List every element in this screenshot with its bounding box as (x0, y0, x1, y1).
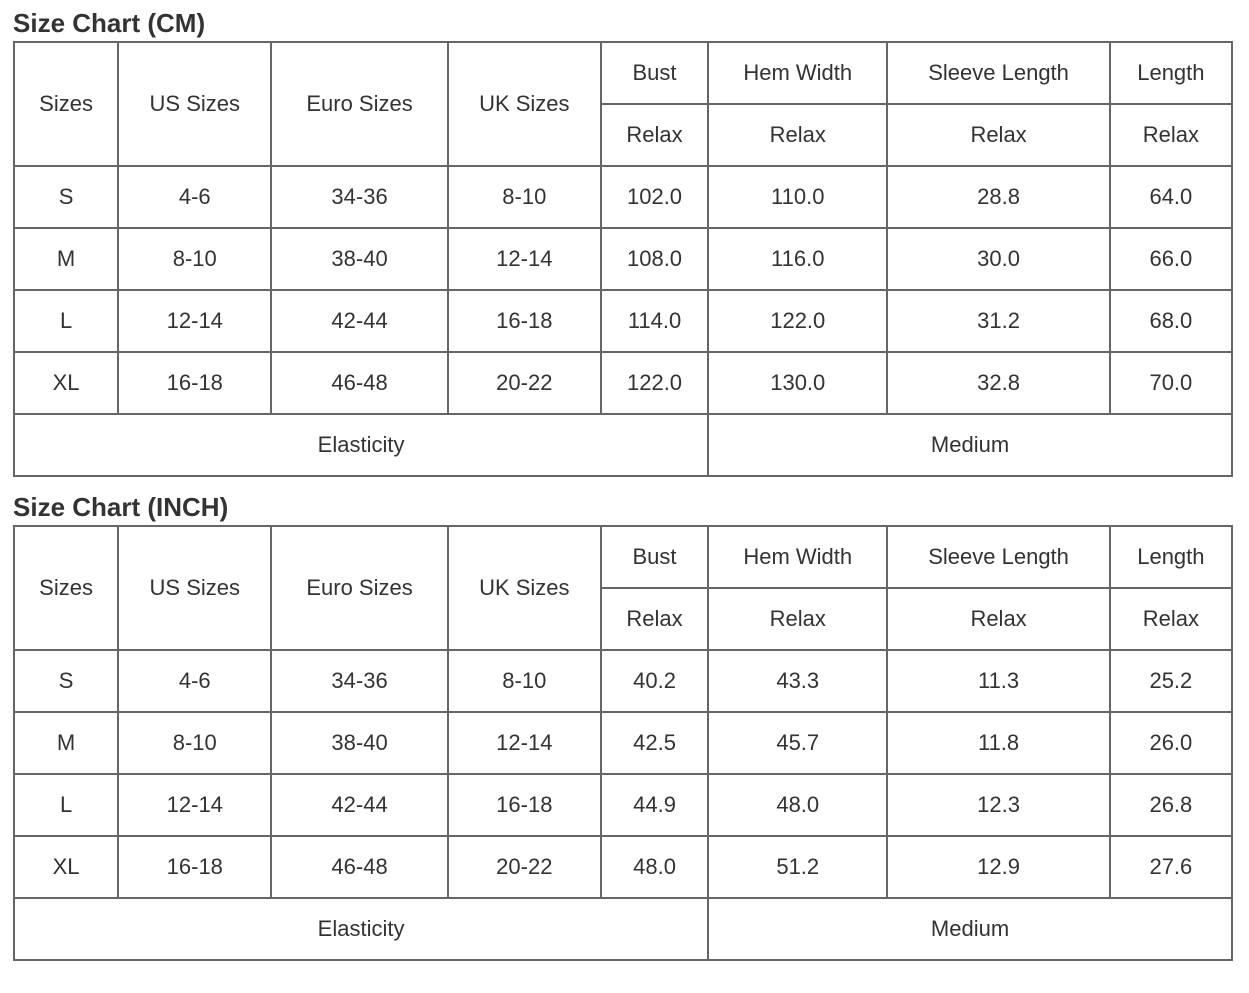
subheader-relax: Relax (888, 589, 1108, 649)
cell-hem-width: 110.0 (709, 167, 886, 227)
header-uk-sizes: UK Sizes (449, 43, 600, 165)
cell-us-size: 16-18 (119, 837, 270, 897)
elasticity-label: Elasticity (15, 415, 707, 475)
cell-us-size: 12-14 (119, 291, 270, 351)
header-row (15, 527, 1231, 587)
header-us-sizes: US Sizes (119, 43, 270, 165)
header-length: Length (1111, 43, 1231, 103)
cell-hem-width: 130.0 (709, 353, 886, 413)
elasticity-label: Elasticity (15, 899, 707, 959)
cell-bust: 108.0 (602, 229, 707, 289)
cell-sleeve-length: 11.3 (888, 651, 1108, 711)
cell-sleeve-length: 30.0 (888, 229, 1108, 289)
size-chart-inch-table (13, 525, 1233, 961)
table-row (15, 291, 1231, 351)
header-us-sizes: US Sizes (119, 527, 270, 649)
cell-bust: 48.0 (602, 837, 707, 897)
cell-hem-width: 51.2 (709, 837, 886, 897)
cell-euro-size: 46-48 (272, 837, 446, 897)
header-sizes: Sizes (15, 527, 117, 649)
cell-hem-width: 43.3 (709, 651, 886, 711)
cell-size: L (15, 291, 117, 351)
header-uk-sizes: UK Sizes (449, 527, 600, 649)
cell-length: 27.6 (1111, 837, 1231, 897)
cell-euro-size: 46-48 (272, 353, 446, 413)
subheader-relax: Relax (1111, 105, 1231, 165)
subheader-relax: Relax (602, 105, 707, 165)
cell-us-size: 12-14 (119, 775, 270, 835)
cell-uk-size: 16-18 (449, 775, 600, 835)
size-chart-cm-table (13, 41, 1233, 477)
cell-size: XL (15, 837, 117, 897)
header-bust: Bust (602, 527, 707, 587)
header-sleeve-length: Sleeve Length (888, 527, 1108, 587)
cell-length: 68.0 (1111, 291, 1231, 351)
cell-uk-size: 20-22 (449, 353, 600, 413)
subheader-relax: Relax (709, 589, 886, 649)
cell-bust: 42.5 (602, 713, 707, 773)
cell-length: 66.0 (1111, 229, 1231, 289)
cell-length: 26.0 (1111, 713, 1231, 773)
header-sizes: Sizes (15, 43, 117, 165)
table-row (15, 353, 1231, 413)
cell-size: L (15, 775, 117, 835)
header-row (15, 43, 1231, 103)
size-chart-cm-title: Size Chart (CM) (13, 8, 206, 38)
cell-us-size: 4-6 (119, 651, 270, 711)
cell-euro-size: 34-36 (272, 651, 446, 711)
table-row (15, 167, 1231, 227)
cell-us-size: 8-10 (119, 229, 270, 289)
cell-sleeve-length: 11.8 (888, 713, 1108, 773)
cell-hem-width: 48.0 (709, 775, 886, 835)
table-row (15, 837, 1231, 897)
cell-length: 70.0 (1111, 353, 1231, 413)
cell-euro-size: 34-36 (272, 167, 446, 227)
subheader-relax: Relax (888, 105, 1108, 165)
cell-euro-size: 38-40 (272, 713, 446, 773)
cell-sleeve-length: 31.2 (888, 291, 1108, 351)
cell-size: M (15, 229, 117, 289)
cell-size: M (15, 713, 117, 773)
table-row (15, 229, 1231, 289)
table-row (15, 713, 1231, 773)
subheader-relax: Relax (602, 589, 707, 649)
header-hem-width: Hem Width (709, 527, 886, 587)
cell-bust: 40.2 (602, 651, 707, 711)
header-bust: Bust (602, 43, 707, 103)
table-row (15, 775, 1231, 835)
header-length: Length (1111, 527, 1231, 587)
subheader-relax: Relax (709, 105, 886, 165)
cell-sleeve-length: 32.8 (888, 353, 1108, 413)
cell-bust: 102.0 (602, 167, 707, 227)
elasticity-value: Medium (709, 899, 1231, 959)
elasticity-value: Medium (709, 415, 1231, 475)
cell-uk-size: 20-22 (449, 837, 600, 897)
cell-bust: 114.0 (602, 291, 707, 351)
cell-sleeve-length: 28.8 (888, 167, 1108, 227)
cell-hem-width: 116.0 (709, 229, 886, 289)
header-euro-sizes: Euro Sizes (272, 43, 446, 165)
cell-length: 25.2 (1111, 651, 1231, 711)
cell-euro-size: 42-44 (272, 775, 446, 835)
header-euro-sizes: Euro Sizes (272, 527, 446, 649)
cell-length: 64.0 (1111, 167, 1231, 227)
cell-sleeve-length: 12.9 (888, 837, 1108, 897)
subheader-relax: Relax (1111, 589, 1231, 649)
cell-uk-size: 12-14 (449, 713, 600, 773)
cell-uk-size: 12-14 (449, 229, 600, 289)
cell-uk-size: 8-10 (449, 651, 600, 711)
table-row (15, 651, 1231, 711)
header-sleeve-length: Sleeve Length (888, 43, 1108, 103)
footer-row (15, 899, 1231, 959)
cell-us-size: 8-10 (119, 713, 270, 773)
cell-us-size: 16-18 (119, 353, 270, 413)
cell-euro-size: 42-44 (272, 291, 446, 351)
cell-bust: 122.0 (602, 353, 707, 413)
cell-size: XL (15, 353, 117, 413)
cell-bust: 44.9 (602, 775, 707, 835)
footer-row (15, 415, 1231, 475)
cell-size: S (15, 167, 117, 227)
header-hem-width: Hem Width (709, 43, 886, 103)
cell-uk-size: 8-10 (449, 167, 600, 227)
cell-length: 26.8 (1111, 775, 1231, 835)
cell-size: S (15, 651, 117, 711)
cell-sleeve-length: 12.3 (888, 775, 1108, 835)
size-chart-inch-title: Size Chart (INCH) (13, 492, 229, 522)
cell-us-size: 4-6 (119, 167, 270, 227)
cell-uk-size: 16-18 (449, 291, 600, 351)
cell-euro-size: 38-40 (272, 229, 446, 289)
cell-hem-width: 45.7 (709, 713, 886, 773)
cell-hem-width: 122.0 (709, 291, 886, 351)
